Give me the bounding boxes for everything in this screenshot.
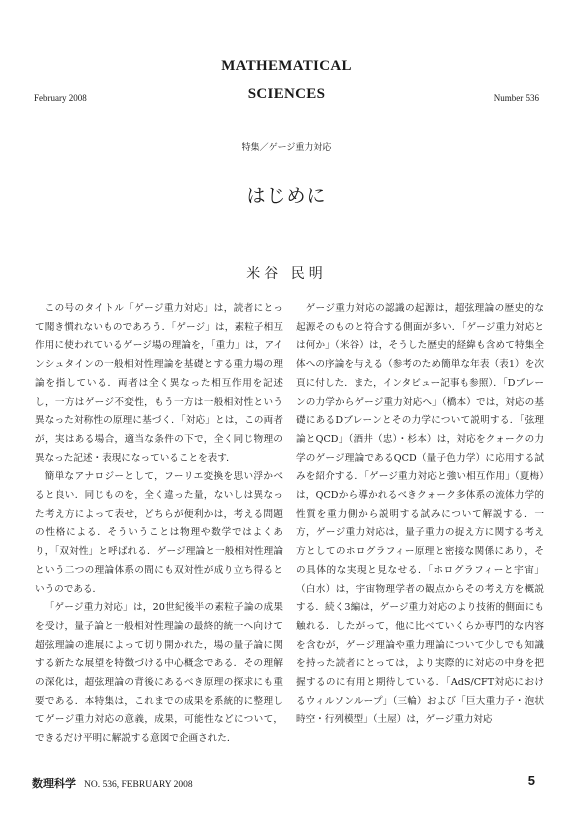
body-column-left: [35, 300, 283, 748]
paragraph: この号のタイトル「ゲージ重力対応」は，読者にとって聞き慣れないものであろう．「ゲージ」は，素粒子相互作用に使われているゲージ場の理論を，「重力」は，アインシュタインの一般相対性理論を基礎とする重力場の理論を指している．両者は全く異なった相互作用を記述し，一方はゲージ不変性，もう一方は一般相対性という異なった対称性の原理に基づく．「対応」とは，この両者が，実はある場合，適当な条件の下で，全く同じ物理の異なった記述・表現になっていることを表す．: [35, 303, 283, 464]
body-column-right: [296, 300, 544, 748]
footer-issue: NO. 536, FEBRUARY 2008: [84, 780, 193, 790]
paragraph: 簡単なアナロジーとして，フーリエ変換を思い浮かべると良い．同じものを，全く違った量，ないしは異なった考え方によって表せ，どちらが便利かは，考える問題の性格による．そういうことは物理や数学ではよくあり，「双対性」と呼ばれる．ゲージ理論と一般相対性理論という二つの理論体系の間にも双対性が成り立ち得るというのである．: [35, 471, 283, 595]
article-title: はじめに: [246, 185, 327, 207]
issue-date: February 2008: [34, 93, 87, 103]
journal-name: 数理科学: [32, 777, 76, 790]
page-number: 5: [527, 773, 535, 788]
feature-label: 特集／ゲージ重力対応: [241, 143, 332, 153]
issue-number: Number 536: [493, 93, 539, 103]
footer-journal: [32, 775, 193, 791]
paragraph: 「ゲージ重力対応」は，20世紀後半の素粒子論の成果を受け，量子論と一般相対性理論の最終的統一へ向けて超弦理論の進展によって切り開かれた，場の量子論に関する新たな展望を特徴づける中心概念である．その理解の深化は，超弦理論の背後にあるべき原理の探求にも重要である．本特集は，これまでの成果を系統的に整理してゲージ重力対応の意義，成果，可能性などについて，できるだけ平明に解説する意図で企画された．: [35, 602, 283, 745]
magazine-title-line2: SCIENCES: [247, 86, 326, 102]
magazine-title-line1: MATHEMATICAL: [221, 58, 352, 74]
author-name: 米谷 民明: [246, 266, 327, 282]
paragraph: ゲージ重力対応の認識の起源は，超弦理論の歴史的な起源そのものと符合する側面が多い．「ゲージ重力対応とは何か」（米谷）は，そうした歴史的経緯も含めて特集全体への序論を与える（参考のため簡単な年表（表1）を次頁に付した．また，インタビュー記事も参照）．「Dブレーンの力学からゲージ重力対応へ」（橋本）では，対応の基礎にあるDブレーンとその力学について説明する．「弦理論とQCD」（酒井（忠）・杉本）は，対応をクォークの力学のゲージ理論であるQCD（量子色力学）に応用する試みを紹介する．「ゲージ重力対応と強い相互作用」（夏梅）は，QCDから導かれるべきクォーク多体系の流体力学的性質を重力側から説明する試みについて解説する．一方，ゲージ重力対応は，量子重力の捉え方に関する考え方としてのホログラフィー原理と密接な関係にあり，その具体的な実現と見なせる．「ホログラフィーと宇宙」（白水）は，宇宙物理学者の観点からその考え方を概説する．続く3編は，ゲージ重力対応のより技術的側面にも触れる．したがって，他に比べていくらか専門的な内容を含むが，ゲージ理論や重力理論について少しでも知識を持った読者にとっては，より実際的に対応の中身を把握するのに有用と期待している．「AdS/CFT対応におけるウィルソンループ」（三輪）および「巨大重力子・泡状時空・行列模型」（土屋）は，ゲージ重力対応: [296, 303, 544, 726]
